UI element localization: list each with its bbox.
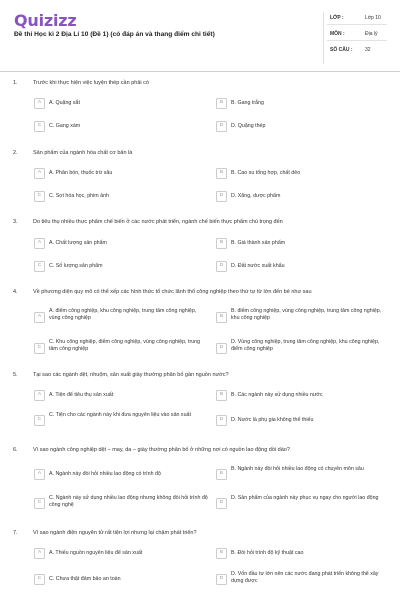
option-letter: A — [37, 391, 42, 397]
option-letter: B — [219, 549, 224, 555]
question-text: Về phương diện quy mô có thể xếp các hình thức tổ chức lãnh thổ công nghiệp theo thứ tự từ lớn đến bé như sau — [33, 289, 312, 295]
option-letter: A — [37, 169, 42, 175]
meta-count-value: 32 — [365, 47, 371, 53]
option-letter: D — [219, 262, 224, 268]
option-d[interactable] — [216, 496, 386, 508]
option-text: B. Ngành này đòi hỏi nhiều lao động có chuyên môn sâu — [231, 466, 364, 472]
question-text: Tại sao các ngành dệt, nhuộm, sản xuất giày thường phân bố gần nguồn nước? — [33, 372, 229, 378]
option-text: B. Cao su tổng hợp, chất dẻo — [231, 169, 301, 176]
option-text: B. Giá thành sản phẩm — [231, 239, 286, 246]
option-text: C. Khu công nghiệp, điểm công nghiệp, vùng công nghiệp, trung tâm công nghiệp — [49, 339, 201, 352]
option-b[interactable] — [216, 309, 386, 321]
meta-separator — [327, 40, 387, 41]
option-d[interactable] — [216, 415, 386, 427]
option-b[interactable] — [216, 238, 386, 250]
option-letter: D — [219, 344, 224, 350]
option-c[interactable] — [34, 261, 204, 273]
meta-count-label: SỐ CÂU : — [330, 47, 353, 53]
meta-question-count — [323, 44, 389, 56]
option-letter: A — [37, 99, 42, 105]
quizizz-logo[interactable]: Quizizz — [14, 11, 77, 30]
option-letter: D — [219, 416, 224, 422]
option-letter: A — [37, 549, 42, 555]
option-letter: D — [219, 499, 224, 505]
option-text: A. Chất lượng sản phẩm — [49, 239, 107, 246]
meta-subject-label: MÔN : — [330, 31, 345, 37]
option-a[interactable] — [34, 390, 204, 402]
option-text: D. Đất nước xuất khẩu — [231, 262, 285, 269]
option-text: D. Vùng công nghiệp, trung tâm công nghiệp, khu công nghiệp, điểm công nghiệp — [231, 339, 380, 352]
meta-grade-label: LỚP : — [330, 15, 344, 21]
meta-subject — [323, 28, 389, 40]
meta-separator — [327, 24, 387, 25]
option-letter: B — [219, 313, 224, 319]
option-text: A. Phân bón, thuốc trừ sâu — [49, 169, 113, 176]
question-text: Do tiêu thụ nhiều thực phẩm chế biến ở các nước phát triển, ngành chế biến thực phẩm chú trọng đến — [33, 219, 283, 225]
option-letter: B — [219, 99, 224, 105]
option-b[interactable] — [216, 390, 386, 402]
option-text: D. Vốn đầu tư lớn nên các nước đang phát triển không thể xây dựng được — [231, 571, 379, 584]
option-letter: C — [37, 416, 42, 422]
option-b[interactable] — [216, 98, 386, 110]
option-b[interactable] — [216, 467, 386, 479]
option-text: B. Gang trắng — [231, 99, 264, 106]
option-letter: D — [219, 122, 224, 128]
question-text: Trước khi thực hiện việc luyện thép cần phải có — [33, 80, 149, 86]
option-text: D. Xăng, dược phẩm — [231, 192, 281, 199]
option-text: A. Quặng sắt — [49, 99, 80, 106]
question-text: Sản phẩm của ngành hóa chất cơ bản là — [33, 150, 133, 156]
option-letter: C — [37, 499, 42, 505]
header-divider — [0, 71, 400, 72]
option-c[interactable] — [34, 121, 204, 133]
option-letter: D — [219, 575, 224, 581]
option-text: C. Gang xám — [49, 122, 81, 129]
question-number: 7. — [13, 530, 18, 536]
option-c[interactable] — [34, 340, 204, 352]
option-text: A. Tiện để tiêu thụ sản xuất — [49, 391, 114, 398]
option-a[interactable] — [34, 98, 204, 110]
question-number: 4. — [13, 289, 18, 295]
option-a[interactable] — [34, 469, 204, 481]
option-letter: B — [219, 169, 224, 175]
option-d[interactable] — [216, 261, 386, 273]
option-a[interactable] — [34, 548, 204, 560]
option-text: D. Sản phẩm của ngành này phục vụ ngay cho người lao động — [231, 495, 379, 501]
option-letter: D — [219, 192, 224, 198]
option-letter: B — [219, 239, 224, 245]
option-letter: C — [37, 575, 42, 581]
option-d[interactable] — [216, 121, 386, 133]
option-text: C. Chưa thật đảm bảo an toàn — [49, 575, 121, 582]
option-d[interactable] — [216, 191, 386, 203]
option-c[interactable] — [34, 191, 204, 203]
option-letter: A — [37, 313, 42, 319]
option-text: A. Thiếu nguồn nguyên liệu để sản xuất — [49, 549, 143, 556]
option-text: C. Số lượng sản phẩm — [49, 262, 103, 269]
question-text: Vì sao ngành công nghiệp dệt – may, da – giày thường phân bố ở những nơi có nguồn lao động dồi dào? — [33, 447, 290, 453]
option-d[interactable] — [216, 340, 386, 352]
question-number: 3. — [13, 219, 18, 225]
option-text: D. Nước là phụ gia không thể thiếu — [231, 416, 314, 423]
meta-subject-value: Địa lý — [365, 31, 378, 37]
option-text: B. Các ngành này sử dụng nhiều nước — [231, 391, 323, 398]
question-number: 6. — [13, 447, 18, 453]
option-a[interactable] — [34, 238, 204, 250]
option-c[interactable] — [34, 413, 204, 425]
question-text: Vì sao ngành điện nguyên tử rất tiện lợi nhưng lại chậm phát triển? — [33, 530, 197, 536]
worksheet-header — [0, 0, 400, 64]
worksheet-title: Đề thi Học kì 2 Địa Lí 10 (Đề 1) (có đáp án và thang điểm chi tiết) — [14, 31, 215, 38]
option-c[interactable] — [34, 574, 204, 586]
option-b[interactable] — [216, 548, 386, 560]
option-text: B. Đòi hỏi trình độ kỹ thuật cao — [231, 549, 304, 556]
option-letter: A — [37, 239, 42, 245]
option-letter: A — [37, 470, 42, 476]
option-letter: B — [219, 391, 224, 397]
option-c[interactable] — [34, 495, 208, 508]
option-b[interactable] — [216, 168, 386, 180]
option-text: A. Ngành này đòi hỏi nhiều lao động có trình độ — [49, 470, 161, 477]
option-letter: C — [37, 262, 42, 268]
option-text: C. Sợi hóa học, phim ảnh — [49, 192, 110, 199]
option-text: C. Tiện cho các ngành này khi đưa nguyên liệu vào sản xuất — [49, 412, 191, 418]
option-text: A. điểm công nghiệp, khu công nghiệp, trung tâm công nghiệp, vùng công nghiệp — [49, 308, 197, 321]
option-text: C. Ngành này sử dụng nhiều lao động nhưng không đòi hỏi trình độ công nghệ — [49, 495, 208, 508]
option-text: D. Quặng thép — [231, 122, 266, 129]
question-number: 1. — [13, 80, 18, 86]
option-letter: C — [37, 122, 42, 128]
option-a[interactable] — [34, 168, 204, 180]
option-letter: C — [37, 344, 42, 350]
option-text: B. điểm công nghiệp, vùng công nghiệp, trung tâm công nghiệp, khu công nghiệp — [231, 308, 382, 321]
option-letter: C — [37, 192, 42, 198]
option-d[interactable] — [216, 572, 386, 584]
question-number: 5. — [13, 372, 18, 378]
option-a[interactable] — [34, 309, 204, 321]
meta-grade — [323, 12, 389, 24]
worksheet-meta — [323, 12, 389, 58]
option-letter: B — [219, 470, 224, 476]
question-number: 2. — [13, 150, 18, 156]
meta-grade-value: Lớp 10 — [365, 15, 381, 21]
